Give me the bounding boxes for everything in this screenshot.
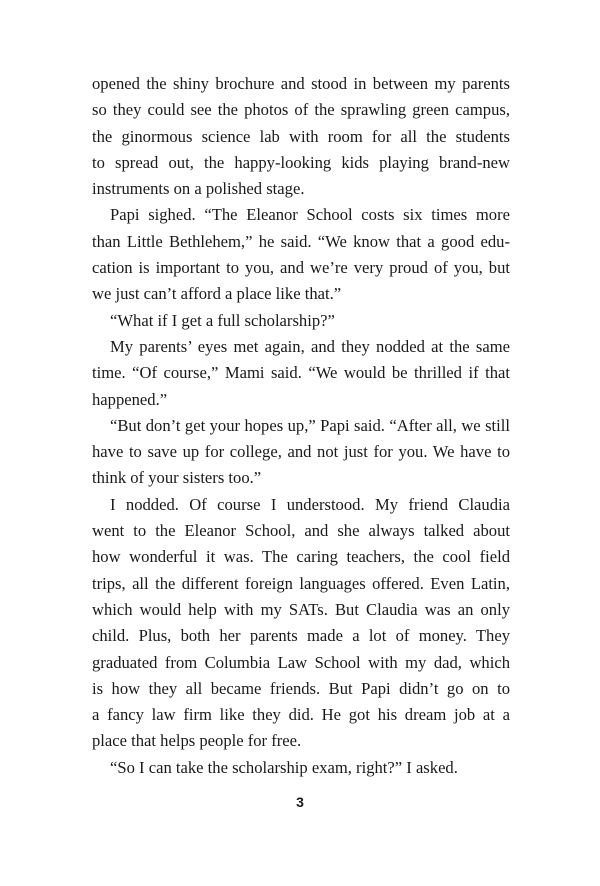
text-line: graduated from Columbia Law School with my dad, which bbox=[92, 652, 510, 672]
text-line: the ginormous science lab with room for all the students bbox=[92, 126, 510, 146]
text-line: think of your sisters too.” bbox=[92, 468, 262, 488]
text-line: My parents’ eyes met again, and they nodded at the same bbox=[110, 336, 510, 356]
text-line: instruments on a polished stage. bbox=[92, 179, 305, 199]
text-line: so they could see the photos of the sprawling green campus, bbox=[92, 100, 510, 120]
text-line: which would help with my SATs. But Claudia was an only bbox=[92, 599, 510, 619]
text-line: Papi sighed. “The Eleanor School costs six times more bbox=[110, 205, 510, 225]
text-line: a fancy law firm like they did. He got his dream job at a bbox=[92, 705, 510, 725]
text-line: time. “Of course,” Mami said. “We would be thrilled if that bbox=[92, 363, 510, 383]
page-number: 3 bbox=[296, 794, 304, 810]
body-text bbox=[92, 71, 510, 781]
text-line: to spread out, the happy-looking kids playing brand-new bbox=[92, 152, 510, 172]
text-line: “What if I get a full scholarship?” bbox=[110, 310, 335, 330]
text-line: went to the Eleanor School, and she always talked about bbox=[92, 521, 510, 541]
text-line: I nodded. Of course I understood. My friend Claudia bbox=[110, 494, 510, 514]
text-line: “So I can take the scholarship exam, right?” I asked. bbox=[110, 757, 458, 777]
text-line: place that helps people for free. bbox=[92, 731, 302, 751]
text-line: how wonderful it was. The caring teachers, the cool field bbox=[92, 547, 510, 567]
text-line: have to save up for college, and not just for you. We have to bbox=[92, 442, 510, 462]
text-line: opened the shiny brochure and stood in between my parents bbox=[92, 74, 510, 93]
text-line: happened.” bbox=[92, 389, 168, 409]
text-line: we just can’t afford a place like that.” bbox=[92, 284, 342, 304]
text-line: child. Plus, both her parents made a lot of money. They bbox=[92, 626, 510, 646]
text-line: cation is important to you, and we’re very proud of you, but bbox=[92, 258, 510, 278]
text-line: is how they all became friends. But Papi didn’t go on to bbox=[92, 678, 510, 698]
text-line: trips, all the different foreign languages offered. Even Latin, bbox=[92, 573, 510, 593]
text-line: “But don’t get your hopes up,” Papi said. “After all, we still bbox=[110, 415, 510, 435]
text-line: than Little Bethlehem,” he said. “We know that a good edu- bbox=[92, 231, 510, 251]
